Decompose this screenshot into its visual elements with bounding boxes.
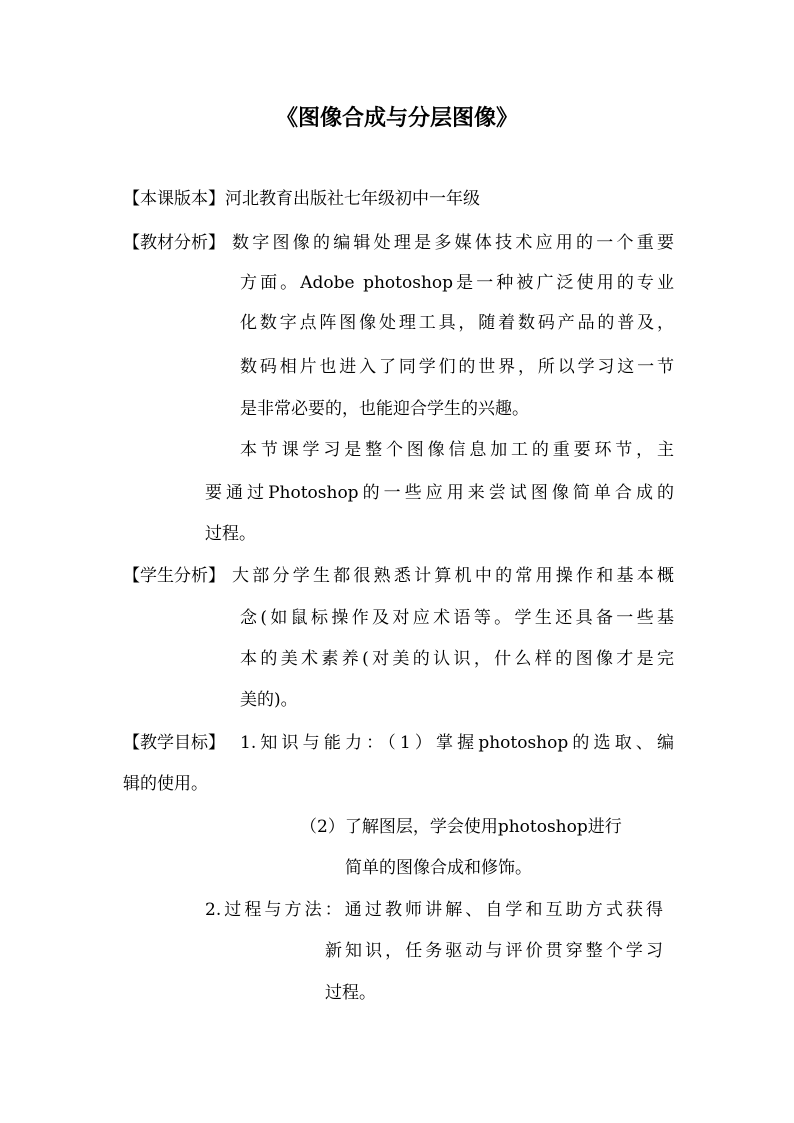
students-line: 美的)。 xyxy=(240,690,298,710)
version-label: 【本课版本】 xyxy=(123,189,225,209)
document-title: 《图像合成与分层图像》 xyxy=(275,105,518,131)
goals-process-line: 2.过程与方法：通过教师讲解、自学和互助方式获得 xyxy=(205,900,663,920)
textbook-p2-line: 要通过Photoshop的一些应用来尝试图像简单合成的 xyxy=(205,483,674,503)
goals-line: 1.知识与能力：（1）掌握photoshop的选取、编 xyxy=(240,733,674,753)
textbook-line: 数码相片也进入了同学们的世界，所以学习这一节 xyxy=(240,357,674,377)
goals-label: 【教学目标】 xyxy=(123,733,225,753)
goals-process-line: 过程。 xyxy=(325,983,376,1003)
goals-item2-line: （2）了解图层，学会使用photoshop进行 xyxy=(300,817,622,837)
textbook-line: 方面。Adobe photoshop是一种被广泛使用的专业 xyxy=(240,273,674,293)
textbook-label: 【教材分析】 xyxy=(123,233,225,253)
textbook-line: 化数字点阵图像处理工具，随着数码产品的普及， xyxy=(240,313,674,333)
goals-process-line: 新知识，任务驱动与评价贯穿整个学习 xyxy=(325,941,663,961)
goals-item2-line: 简单的图像合成和修饰。 xyxy=(345,858,532,878)
students-line: 大部分学生都很熟悉计算机中的常用操作和基本概 xyxy=(232,566,674,586)
textbook-line: 是非常必要的，也能迎合学生的兴趣。 xyxy=(240,399,529,419)
students-line: 本的美术素养(对美的认识，什么样的图像才是完 xyxy=(240,649,674,669)
textbook-p2-line: 本节课学习是整个图像信息加工的重要环节，主 xyxy=(240,440,674,460)
version-text: 河北教育出版社七年级初中一年级 xyxy=(225,189,480,209)
students-label: 【学生分析】 xyxy=(123,566,225,586)
goals-line: 辑的使用。 xyxy=(123,774,208,794)
textbook-line: 数字图像的编辑处理是多媒体技术应用的一个重要 xyxy=(232,233,674,253)
version-row xyxy=(123,187,480,211)
students-line: 念(如鼠标操作及对应术语等。学生还具备一些基 xyxy=(240,608,674,628)
textbook-p2-line: 过程。 xyxy=(205,524,256,544)
